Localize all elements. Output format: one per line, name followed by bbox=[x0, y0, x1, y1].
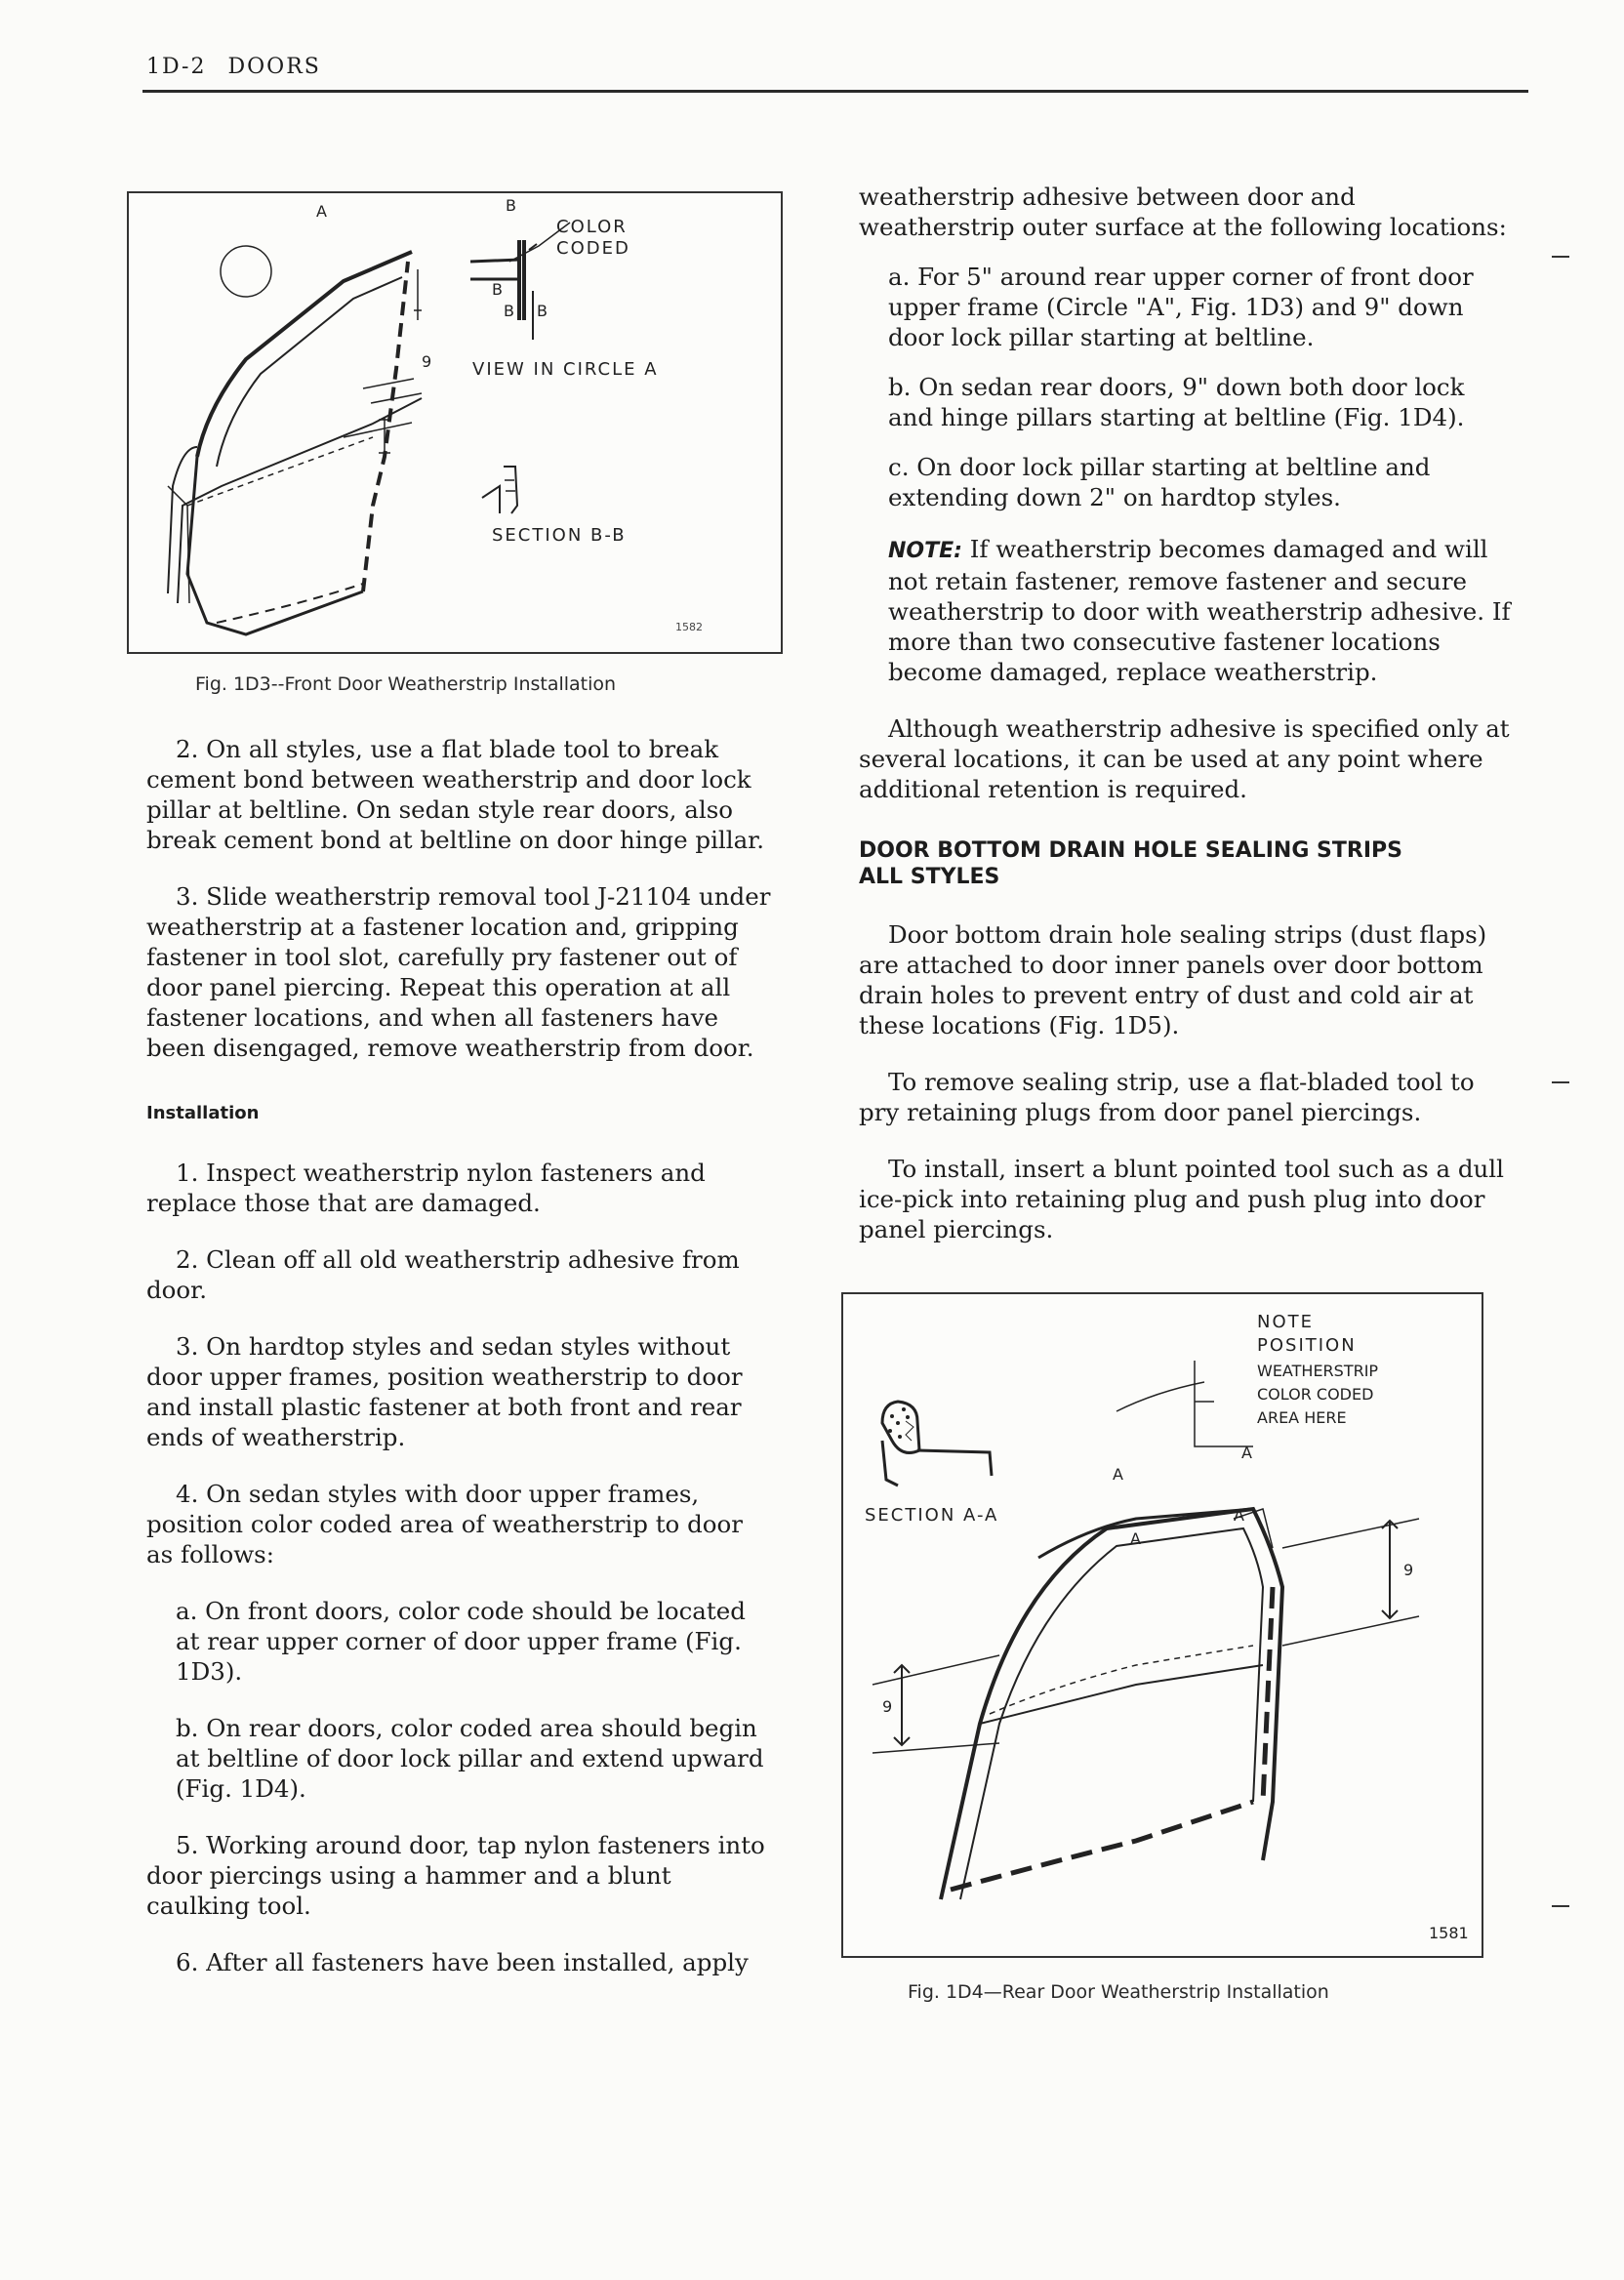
label-coded: CODED bbox=[556, 238, 630, 259]
label-b-top: B bbox=[506, 196, 516, 215]
section-title: DOORS bbox=[227, 55, 321, 79]
label-section-aa: SECTION A-A bbox=[865, 1505, 999, 1526]
adhesive-any-point: Although weatherstrip adhesive is specified only at several locations, it can be used at any point where additional retention is required. bbox=[859, 714, 1510, 803]
dimension-9-left: 9 bbox=[882, 1697, 893, 1716]
page-number: 1D-2 bbox=[146, 55, 207, 79]
dimension-9: 9 bbox=[422, 352, 432, 371]
rear-door-diagram bbox=[843, 1294, 1482, 1956]
label-b-left: B bbox=[492, 280, 503, 299]
dimension-9-right: 9 bbox=[1403, 1561, 1414, 1579]
adhesive-location-c: c. On door lock pillar starting at beltline and extending down 2" on hardtop styles. bbox=[888, 453, 1431, 511]
install-step-4b: b. On rear doors, color coded area should begin at beltline of door lock pillar and extend upward (Fig. 1D4). bbox=[176, 1714, 764, 1803]
label-a-1: A bbox=[1113, 1465, 1123, 1484]
install-step-4a: a. On front doors, color code should be located at rear upper corner of door upper frame (Fig. 1D3). bbox=[176, 1597, 746, 1686]
section-heading bbox=[859, 837, 1513, 890]
label-area-here: AREA HERE bbox=[1257, 1408, 1347, 1427]
note-label: NOTE: bbox=[888, 539, 962, 563]
right-column bbox=[859, 182, 1513, 1271]
installation-heading: Installation bbox=[146, 1103, 260, 1123]
margin-mark bbox=[1552, 256, 1569, 258]
install-step-2: 2. Clean off all old weatherstrip adhesive from door. bbox=[146, 1245, 740, 1304]
note-paragraph bbox=[888, 534, 1513, 687]
figure-number: 1581 bbox=[1429, 1924, 1469, 1942]
label-weatherstrip: WEATHERSTRIP bbox=[1257, 1362, 1379, 1380]
install-step-3: 3. On hardtop styles and sedan styles without door upper frames, position weatherstrip to door and install plastic fastener at both front and rear ends of weatherstrip. bbox=[146, 1332, 743, 1451]
margin-mark bbox=[1552, 1905, 1569, 1907]
install-step-5: 5. Working around door, tap nylon fasteners into door piercings using a hammer and a blunt caulking tool. bbox=[146, 1831, 765, 1920]
removal-step-3: 3. Slide weatherstrip removal tool J-21104 under weatherstrip at a fastener location and, gripping fastener in tool slot, carefully pry fastener out of door panel piercing. Repeat this operation at all fastener locations, and when all fasteners have been disengaged, remove weatherstrip from door. bbox=[146, 882, 771, 1062]
install-step-1: 1. Inspect weatherstrip nylon fasteners and replace those that are damaged. bbox=[146, 1159, 706, 1217]
adhesive-locations-intro: weatherstrip adhesive between door and weatherstrip outer surface at the following locations: bbox=[859, 183, 1507, 241]
label-b-mid: B bbox=[504, 302, 514, 320]
figure-1d3-caption: Fig. 1D3--Front Door Weatherstrip Installation bbox=[195, 673, 617, 695]
left-column bbox=[146, 734, 771, 2004]
label-position: POSITION bbox=[1257, 1335, 1357, 1356]
section-heading-line-2: ALL STYLES bbox=[859, 865, 1000, 889]
label-section-bb: SECTION B-B bbox=[492, 525, 627, 546]
header-rule bbox=[142, 90, 1528, 93]
figure-1d4-caption: Fig. 1D4—Rear Door Weatherstrip Installation bbox=[908, 1981, 1329, 2003]
label-a-4: A bbox=[1130, 1529, 1141, 1548]
label-view-in-circle-a: VIEW IN CIRCLE A bbox=[472, 359, 659, 380]
adhesive-location-a: a. For 5" around rear upper corner of front door upper frame (Circle "A", Fig. 1D3) and 9" down door lock pillar starting at beltline. bbox=[888, 263, 1474, 351]
figure-1d3 bbox=[127, 191, 783, 654]
note-text: If weatherstrip becomes damaged and will not retain fastener, remove fastener and secure weatherstrip to door with weatherstrip adhesive. If more than two consecutive fastener locations become damaged, replace weatherstrip. bbox=[888, 535, 1511, 686]
label-color: COLOR bbox=[556, 217, 628, 237]
section-heading-line-1: DOOR BOTTOM DRAIN HOLE SEALING STRIPS bbox=[859, 838, 1402, 863]
label-a-3: A bbox=[1234, 1506, 1244, 1525]
adhesive-location-b: b. On sedan rear doors, 9" down both door lock and hinge pillars starting at beltline (Fig. 1D4). bbox=[888, 373, 1465, 431]
margin-mark bbox=[1552, 1081, 1569, 1083]
label-a-2: A bbox=[1241, 1444, 1252, 1462]
removal-step-2: 2. On all styles, use a flat blade tool to break cement bond between weatherstrip and door lock pillar at beltline. On sedan style rear doors, also break cement bond at beltline on door hinge pillar. bbox=[146, 735, 764, 854]
install-step-4: 4. On sedan styles with door upper frames, position color coded area of weatherstrip to door as follows: bbox=[146, 1480, 743, 1568]
label-a: A bbox=[316, 202, 327, 221]
label-b-right: B bbox=[537, 302, 548, 320]
install-sealing-strip: To install, insert a blunt pointed tool such as a dull ice-pick into retaining plug and push plug into door panel piercings. bbox=[859, 1155, 1504, 1243]
figure-number: 1582 bbox=[675, 621, 703, 633]
front-door-diagram bbox=[129, 193, 781, 652]
label-note: NOTE bbox=[1257, 1312, 1315, 1332]
remove-sealing-strip: To remove sealing strip, use a flat-bladed tool to pry retaining plugs from door panel piercings. bbox=[859, 1068, 1475, 1126]
label-color-coded: COLOR CODED bbox=[1257, 1385, 1374, 1404]
drain-strip-description: Door bottom drain hole sealing strips (dust flaps) are attached to door inner panels over door bottom drain holes to prevent entry of dust and cold air at these locations (Fig. 1D5). bbox=[859, 920, 1487, 1039]
figure-1d4 bbox=[841, 1292, 1483, 1958]
install-step-6: 6. After all fasteners have been installed, apply bbox=[176, 1948, 749, 1976]
